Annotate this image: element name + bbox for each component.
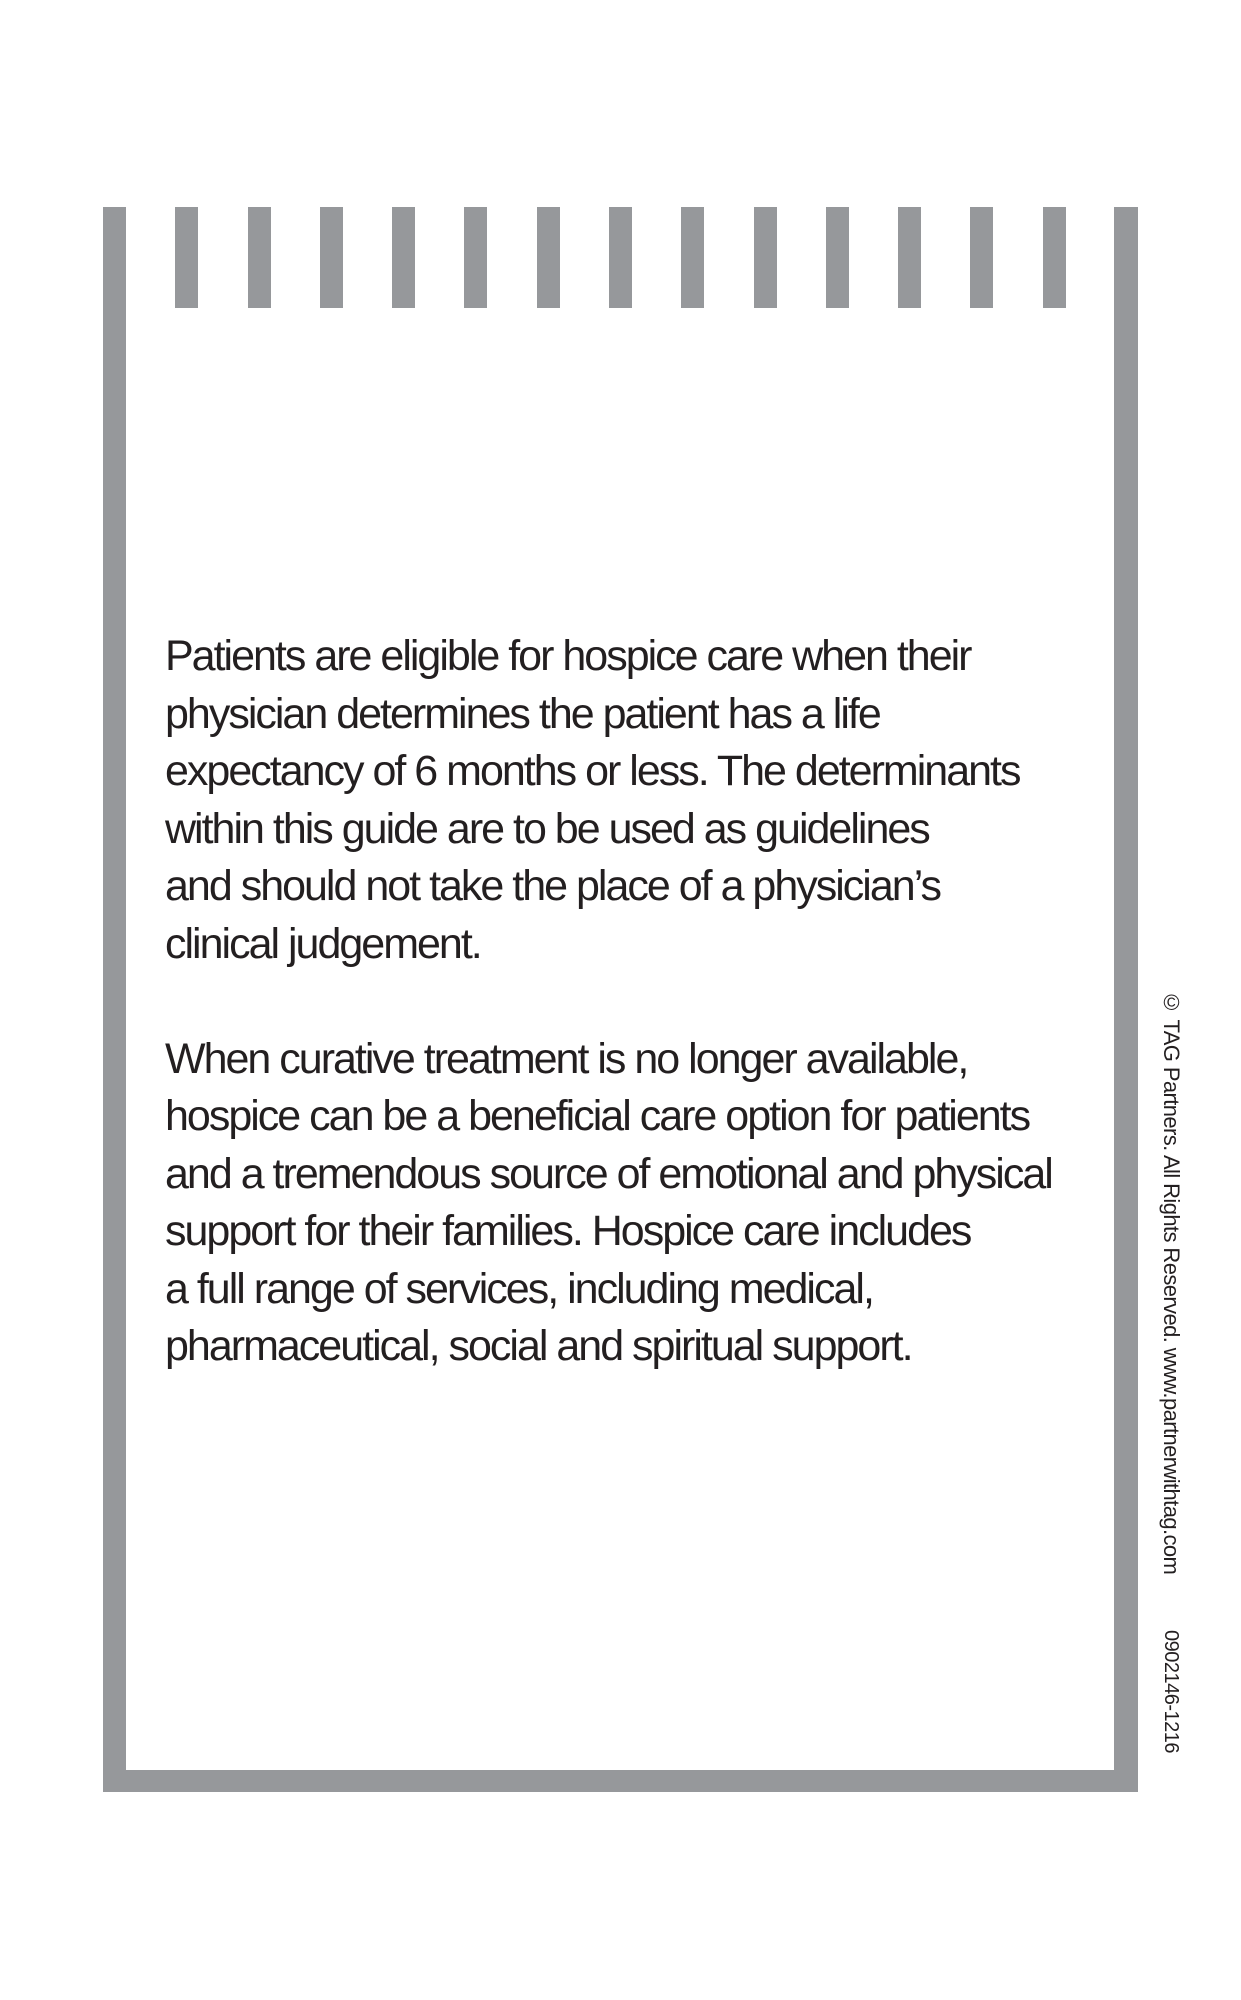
text-line: pharmaceutical, social and spiritual support.: [165, 1322, 912, 1370]
text-line: and a tremendous source of emotional and physical: [165, 1149, 1052, 1198]
text-line: and should not take the place of a physician’s: [165, 862, 940, 910]
text-line: support for their families. Hospice care includes: [165, 1207, 971, 1255]
text-line: hospice can be a beneficial care option for patients: [165, 1092, 1030, 1140]
binding-tooth: [681, 207, 704, 308]
binding-tooth: [898, 207, 921, 308]
text-line: a full range of services, including medical,: [165, 1264, 873, 1313]
text-line: When curative treatment is no longer available,: [165, 1034, 968, 1083]
binding-tooth: [826, 207, 849, 308]
binding-tooth: [609, 207, 632, 308]
binding-tooth: [464, 207, 487, 308]
binding-tooth: [320, 207, 343, 308]
binding-teeth-row: [103, 207, 1138, 308]
text-line: Patients are eligible for hospice care when their: [165, 632, 971, 680]
binding-tooth: [970, 207, 993, 308]
document-code-vertical-text: 0902146-1216: [1160, 1630, 1182, 1754]
text-line: expectancy of 6 months or less. The determinants: [165, 747, 1020, 795]
hospice-benefits-paragraph: [165, 1031, 1125, 1376]
body-copy: [165, 628, 1125, 1376]
eligibility-paragraph: [165, 628, 1125, 973]
binding-tooth: [1043, 207, 1066, 308]
text-line: physician determines the patient has a life: [165, 689, 880, 738]
binding-tooth: [248, 207, 271, 308]
binding-tooth: [175, 207, 198, 308]
frame-left-edge: [103, 207, 126, 1792]
binding-tooth: [754, 207, 777, 308]
binding-tooth: [392, 207, 415, 308]
text-line: within this guide are to be used as guidelines: [165, 804, 929, 853]
text-line: clinical judgement.: [165, 919, 481, 968]
binding-tooth: [537, 207, 560, 308]
frame-bottom-edge: [103, 1770, 1138, 1792]
copyright-vertical-text: © TAG Partners. All Rights Reserved. www.partnerwithtag.com: [1159, 990, 1184, 1575]
